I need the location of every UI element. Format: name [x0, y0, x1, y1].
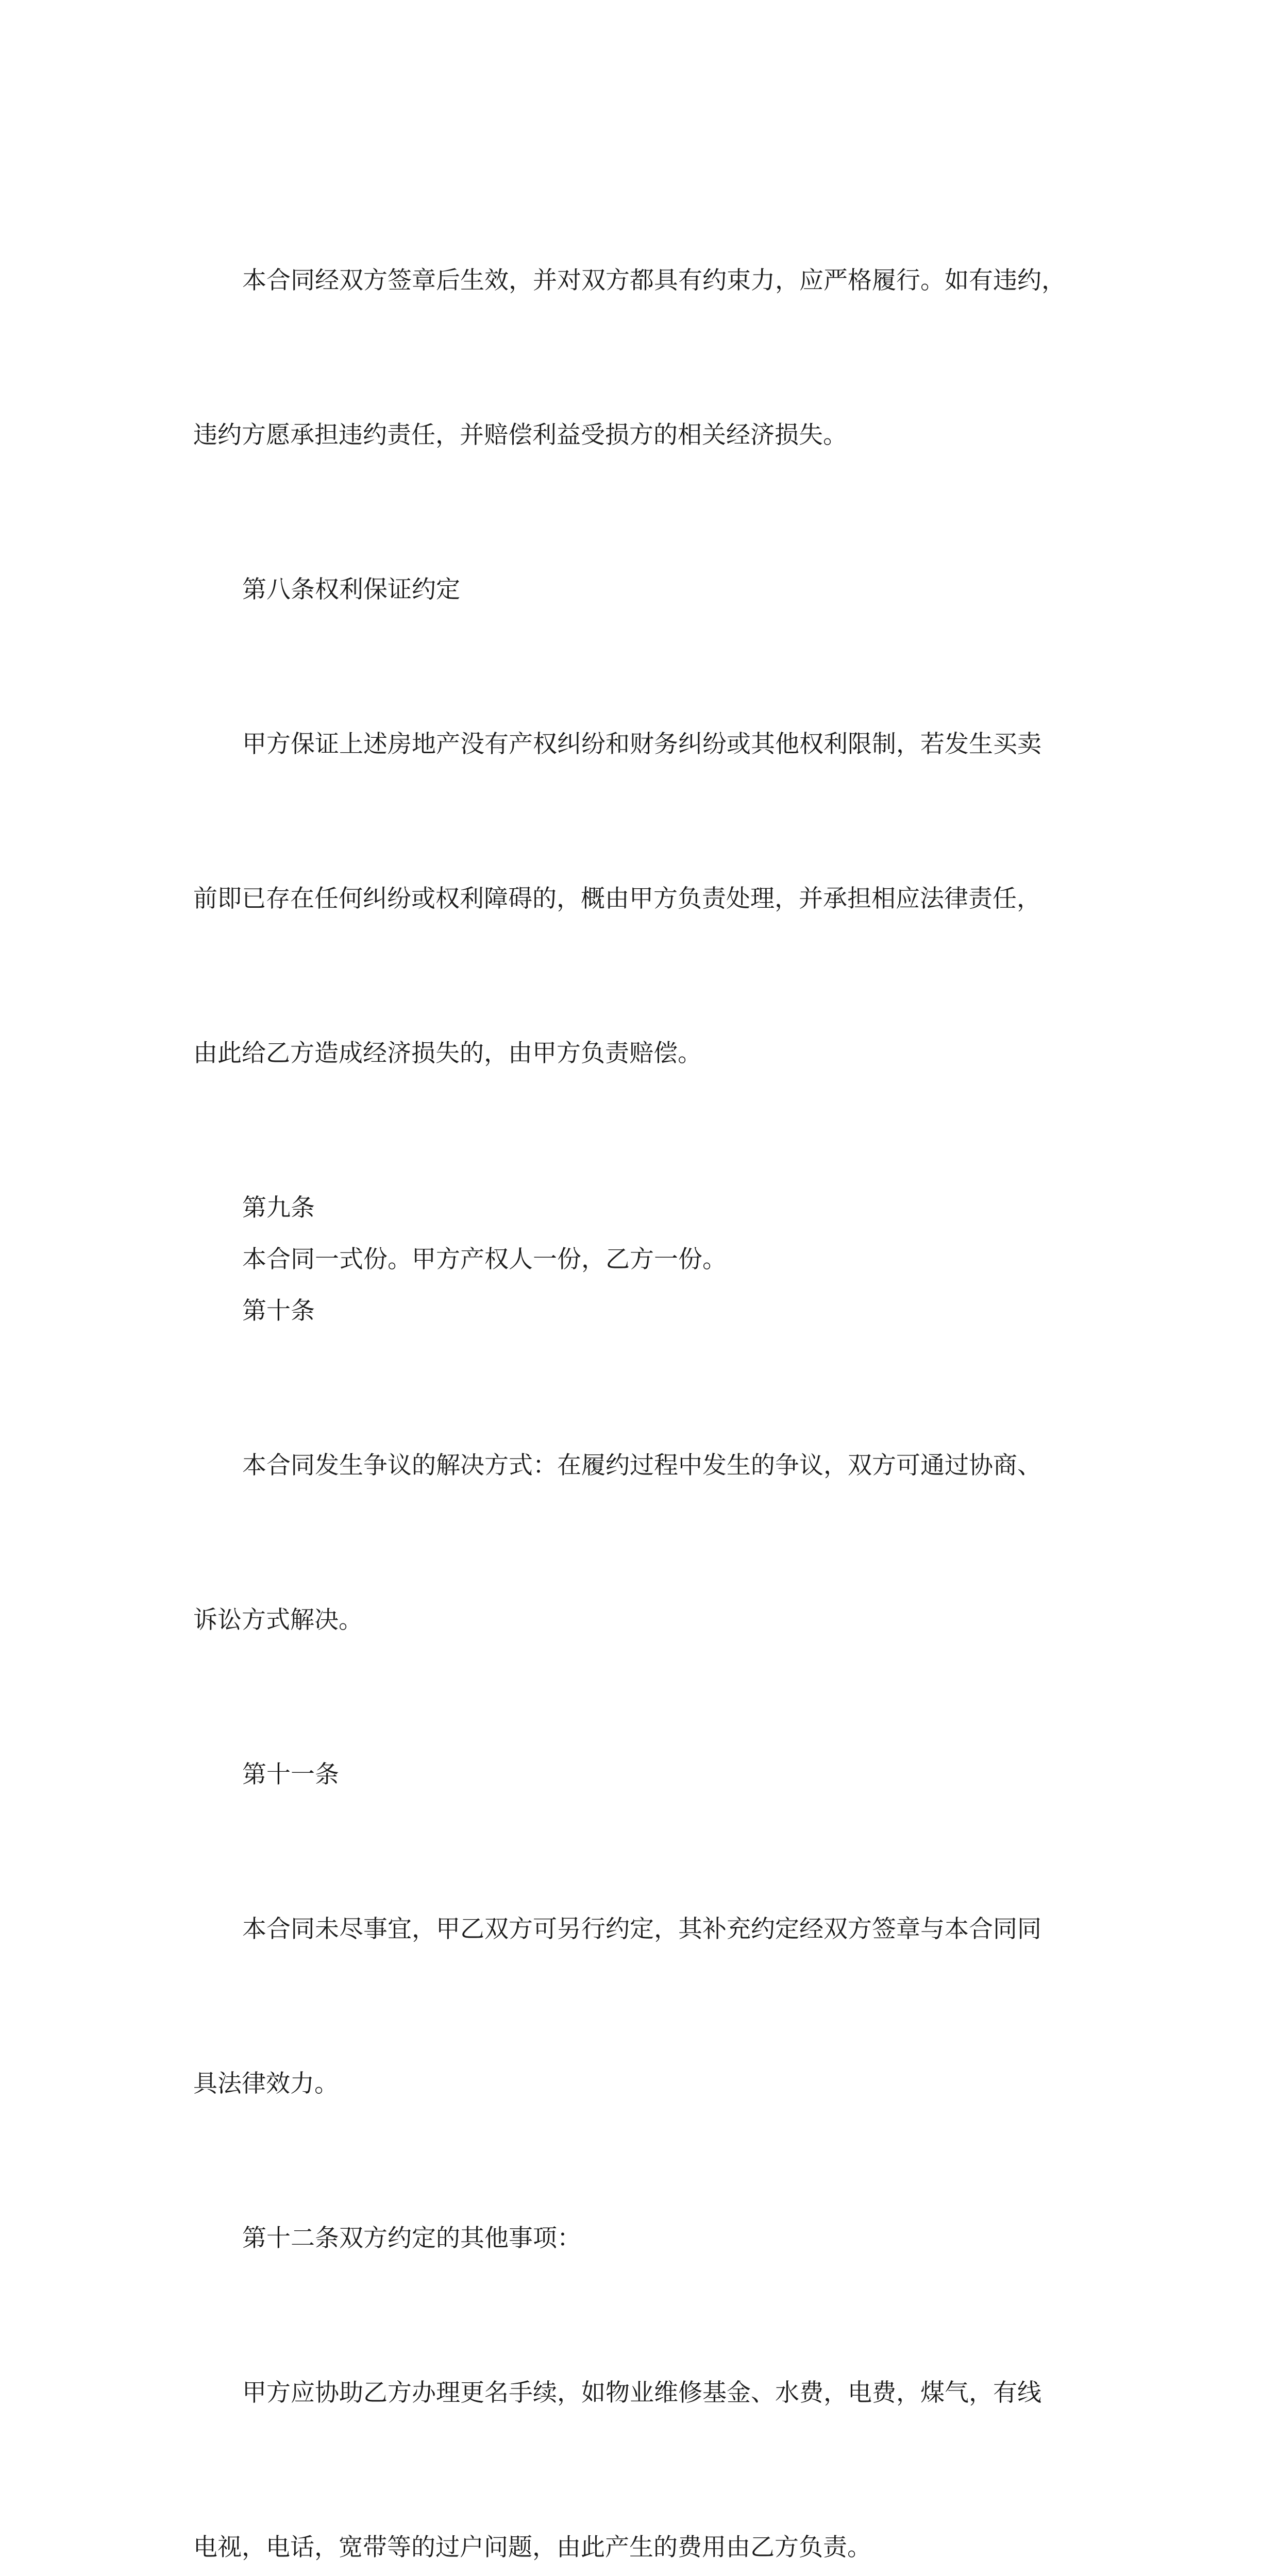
effectiveness-clause [193, 152, 1121, 564]
text-line: 本合同未尽事宜，甲乙双方可另行约定，其补充约定经双方签章与本合同同 [242, 1915, 1041, 1943]
text-line: 电视，电话，宽带等的过户问题，由此产生的费用由乙方负责。 [193, 2533, 871, 2562]
text-line: 违约方愿承担违约责任，并赔偿利益受损方的相关经济损失。 [193, 421, 847, 449]
article-11-title: 第十一条 [242, 1760, 339, 1789]
text-line: 甲方应协助乙方办理更名手续，如物业维修基金、水费，电费，煤气，有线 [242, 2379, 1041, 2407]
text-line: 本合同经双方签章后生效，并对双方都具有约束力，应严格履行。如有违约， [242, 266, 1066, 295]
article-10-title: 第十条 [242, 1297, 315, 1325]
article-8-text [193, 616, 1121, 1182]
text-line: 诉讼方式解决。 [193, 1606, 363, 1634]
article-12-text [193, 2264, 1121, 2576]
text-line: 本合同发生争议的解决方式：在履约过程中发生的争议，双方可通过协商、 [242, 1451, 1041, 1480]
text-line: 具法律效力。 [193, 2070, 339, 2098]
text-line: 由此给乙方造成经济损失的，由甲方负责赔偿。 [193, 1039, 702, 1067]
text-line: 前即已存在任何纠纷或权利障碍的，概由甲方负责处理，并承担相应法律责任， [193, 885, 1041, 913]
article-12-title: 第十二条双方约定的其他事项： [242, 2224, 581, 2252]
article-11-text [193, 1801, 1121, 2213]
article-9-text: 本合同一式份。甲方产权人一份，乙方一份。 [242, 1245, 727, 1274]
text-line: 甲方保证上述房地产没有产权纠纷和财务纠纷或其他权利限制，若发生买卖 [242, 730, 1041, 758]
article-10-text [193, 1337, 1121, 1749]
article-8-title: 第八条权利保证约定 [242, 575, 460, 604]
article-9-title: 第九条 [242, 1194, 315, 1222]
document-body [193, 152, 1121, 2576]
